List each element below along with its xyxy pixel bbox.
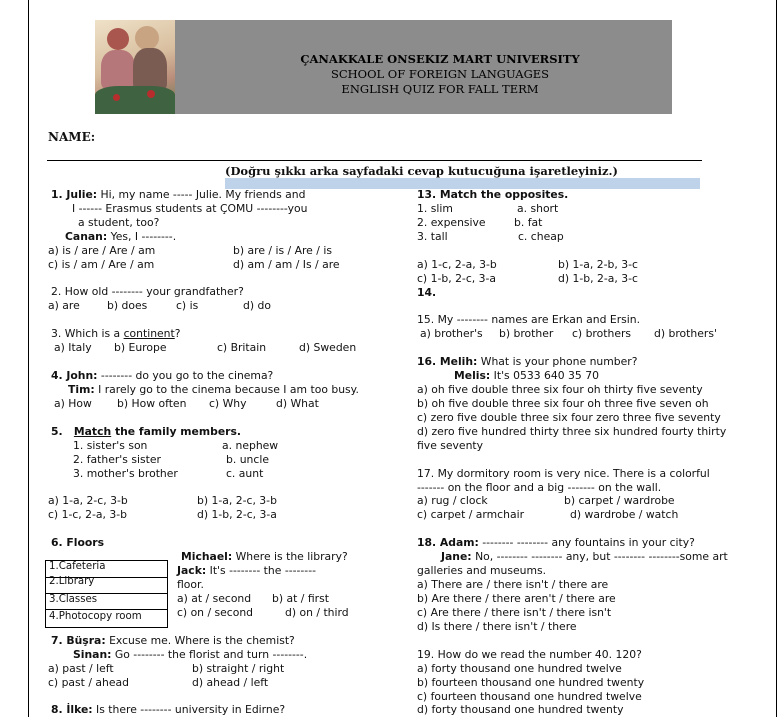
q1-line1 [51, 188, 305, 202]
q7-line1 [51, 634, 295, 648]
q13-option-c[interactable]: c) 1-b, 2-c, 3-a [417, 272, 497, 285]
speaker-ilke: 8. İlke: [51, 703, 93, 716]
floor-2: 2.Library [49, 576, 95, 587]
school-name: SCHOOL OF FOREIGN LANGUAGES [330, 67, 550, 81]
q16-text: What is your phone number? [477, 355, 638, 368]
q5-left-3: 3. mother's brother [73, 467, 178, 480]
q4-option-a[interactable]: a) How [54, 397, 92, 410]
q19-option-c[interactable]: c) fourteen thousand one hundred twelve [417, 690, 642, 703]
q16-option-c[interactable]: c) zero five double three six four zero three five seventy [417, 411, 721, 424]
q7-option-c[interactable]: c) past / ahead [48, 676, 129, 689]
q18-reply: No, -------- -------- any, but -------- --------some art [471, 550, 728, 563]
q16-line2 [454, 369, 599, 383]
q6-option-b[interactable]: b) at / first [272, 592, 329, 605]
q5-right-2: b. uncle [226, 453, 269, 466]
q1-line3: a student, too? [78, 216, 160, 229]
q19-option-a[interactable]: a) forty thousand one hundred twelve [417, 662, 622, 675]
q2-option-a[interactable]: a) are [48, 299, 80, 312]
q15-option-c[interactable]: c) brothers [572, 327, 632, 340]
q13-option-a[interactable]: a) 1-c, 2-a, 3-b [417, 258, 497, 271]
q1-option-d[interactable]: d) am / am / Is / are [233, 258, 340, 271]
q8-line1 [51, 703, 285, 717]
q17-option-a[interactable]: a) rug / clock [417, 494, 488, 507]
q2-question: 2. How old -------- your grandfather? [51, 285, 244, 298]
q4-text: -------- do you go to the cinema? [97, 369, 274, 382]
q18-line1 [417, 536, 695, 550]
q5-left-2: 2. father's sister [73, 453, 161, 466]
q16-option-d[interactable]: d) zero five hundred thirty three six hundred fourty thirty [417, 425, 727, 438]
q2-option-c[interactable]: c) is [176, 299, 199, 312]
q3-option-a[interactable]: a) Italy [54, 341, 92, 354]
q7-option-a[interactable]: a) past / left [48, 662, 114, 675]
q1-option-c[interactable]: c) is / am / Are / am [48, 258, 155, 271]
speaker-michael: Michael: [181, 550, 233, 563]
q6-line1 [181, 550, 348, 564]
q6-line2 [177, 564, 316, 578]
q1-reply: Yes, I --------. [107, 230, 177, 243]
q16-option-d-cont: five seventy [417, 439, 484, 452]
q15-option-a[interactable]: a) brother's [420, 327, 483, 340]
floor-4: 4.Photocopy room [49, 611, 142, 622]
q17-option-b[interactable]: b) carpet / wardrobe [564, 494, 675, 507]
q14-label: 14. [417, 286, 437, 299]
q13-option-d[interactable]: d) 1-b, 2-a, 3-c [558, 272, 638, 285]
page-border-right [776, 0, 777, 717]
q3-tail: ? [174, 327, 181, 340]
q5-option-c[interactable]: c) 1-c, 2-a, 3-b [48, 508, 128, 521]
q15-option-d[interactable]: d) brothers' [654, 327, 717, 340]
q3-option-c[interactable]: c) Britain [217, 341, 267, 354]
floor-1: 1.Cafeteria [49, 561, 106, 572]
q18-line2 [441, 550, 728, 564]
q17-line1: 17. My dormitory room is very nice. There is a colorful [417, 467, 710, 480]
q2-option-d[interactable]: d) do [243, 299, 271, 312]
q7-reply: Go -------- the florist and turn --------. [111, 648, 308, 661]
q17-line2: ------- on the floor and a big ------- on the wall. [417, 481, 662, 494]
q5-underlined-word: Match [73, 425, 112, 438]
floor-3: 3.Classes [49, 594, 98, 605]
speaker-jane: Jane: [441, 550, 472, 563]
q6-text: Where is the library? [232, 550, 348, 563]
q18-option-a[interactable]: a) There are / there isn't / there are [417, 578, 609, 591]
q16-reply: It's 0533 640 35 70 [490, 369, 599, 382]
q6-reply: It's -------- the -------- [206, 564, 316, 577]
speaker-canan: Canan: [65, 230, 108, 243]
q1-option-a[interactable]: a) is / are / Are / am [48, 244, 156, 257]
speaker-adam: 18. Adam: [417, 536, 479, 549]
page-border-left [28, 0, 29, 717]
q13-right-1: a. short [517, 202, 559, 215]
q5-option-d[interactable]: d) 1-b, 2-c, 3-a [197, 508, 277, 521]
q19-option-d[interactable]: d) forty thousand one hundred twenty [417, 703, 624, 716]
q5-num: 5. [51, 425, 63, 438]
q16-option-b[interactable]: b) oh five double three six four oh three five seven oh [417, 397, 709, 410]
q5-option-b[interactable]: b) 1-a, 2-c, 3-b [197, 494, 277, 507]
q19-question: 19. How do we read the number 40. 120? [417, 648, 642, 661]
q3-question [51, 327, 181, 341]
q8-text: Is there -------- university in Edirne? [92, 703, 286, 716]
q1-line2: I ------ Erasmus students at ÇOMU --------you [72, 202, 308, 215]
q2-option-b[interactable]: b) does [107, 299, 148, 312]
q4-line1 [51, 369, 273, 383]
instruction-text: (Doğru şıkkı arka sayfadaki cevap kutucuğuna işaretleyiniz.) [225, 164, 618, 178]
q18-option-d[interactable]: d) Is there / there isn't / there [417, 620, 577, 633]
q17-option-d[interactable]: d) wardrobe / watch [570, 508, 679, 521]
q7-option-d[interactable]: d) ahead / left [192, 676, 269, 689]
q7-line2 [73, 648, 307, 662]
q1-option-b[interactable]: b) are / is / Are / is [233, 244, 332, 257]
q5-left-1: 1. sister's son [73, 439, 148, 452]
university-name: ÇANAKKALE ONSEKIZ MART UNIVERSITY [300, 52, 580, 66]
quiz-title: ENGLISH QUIZ FOR FALL TERM [341, 82, 539, 96]
q3-underlined-word: continent [123, 327, 175, 340]
q15-question: 15. My -------- names are Erkan and Ersin. [417, 313, 641, 326]
speaker-julie: 1. Julie: [51, 188, 98, 201]
q13-title: 13. Match the opposites. [417, 188, 569, 201]
name-label: NAME: [48, 130, 96, 144]
q5-rest: the family members. [111, 425, 242, 438]
q13-left-2: 2. expensive [417, 216, 486, 229]
q19-option-b[interactable]: b) fourteen thousand one hundred twenty [417, 676, 645, 689]
q7-text: Excuse me. Where is the chemist? [105, 634, 295, 647]
q5-title [51, 425, 241, 439]
q13-left-3: 3. tall [417, 230, 448, 243]
speaker-melih: 16. Melih: [417, 355, 478, 368]
q5-right-1: a. nephew [222, 439, 279, 452]
header-title-block [175, 52, 705, 97]
q13-option-b[interactable]: b) 1-a, 2-b, 3-c [558, 258, 638, 271]
q16-option-a[interactable]: a) oh five double three six four oh thirty five seventy [417, 383, 703, 396]
q1-text: Hi, my name ----- Julie. My friends and [97, 188, 306, 201]
q13-right-2: b. fat [514, 216, 543, 229]
q6-line3: floor. [177, 578, 204, 591]
q5-option-a[interactable]: a) 1-a, 2-c, 3-b [48, 494, 128, 507]
speaker-busra: 7. Büşra: [51, 634, 106, 647]
divider-line [47, 160, 702, 161]
q4-option-d[interactable]: d) What [276, 397, 319, 410]
speaker-tim: Tim: [68, 383, 95, 396]
q3-option-d[interactable]: d) Sweden [299, 341, 357, 354]
q13-right-3: c. cheap [518, 230, 564, 243]
q17-option-c[interactable]: c) carpet / armchair [417, 508, 525, 521]
q18-option-b[interactable]: b) Are there / there aren't / there are [417, 592, 616, 605]
q15-option-b[interactable]: b) brother [499, 327, 554, 340]
speaker-melis: Melis: [454, 369, 491, 382]
q16-line1 [417, 355, 637, 369]
q4-reply: I rarely go to the cinema because I am too busy. [94, 383, 359, 396]
q4-option-b[interactable]: b) How often [117, 397, 187, 410]
q3-option-b[interactable]: b) Europe [114, 341, 167, 354]
speaker-sinan: Sinan: [73, 648, 112, 661]
q18-line3: galleries and museums. [417, 564, 547, 577]
q6-option-a[interactable]: a) at / second [177, 592, 252, 605]
q4-line2 [68, 383, 359, 397]
q6-option-c[interactable]: c) on / second [177, 606, 254, 619]
speaker-john: 4. John: [51, 369, 98, 382]
q6-option-d[interactable]: d) on / third [285, 606, 349, 619]
q18-option-c[interactable]: c) Are there / there isn't / there isn't [417, 606, 612, 619]
q1-line4 [65, 230, 176, 244]
q7-option-b[interactable]: b) straight / right [192, 662, 285, 675]
q6-title: 6. Floors [51, 536, 105, 549]
q18-text: -------- -------- any fountains in your city? [478, 536, 695, 549]
vintage-photo [95, 20, 175, 114]
q3-lead: 3. Which is a [51, 327, 124, 340]
q4-option-c[interactable]: c) Why [209, 397, 247, 410]
speaker-jack: Jack: [177, 564, 207, 577]
q5-right-3: c. aunt [226, 467, 264, 480]
q13-left-1: 1. slim [417, 202, 453, 215]
